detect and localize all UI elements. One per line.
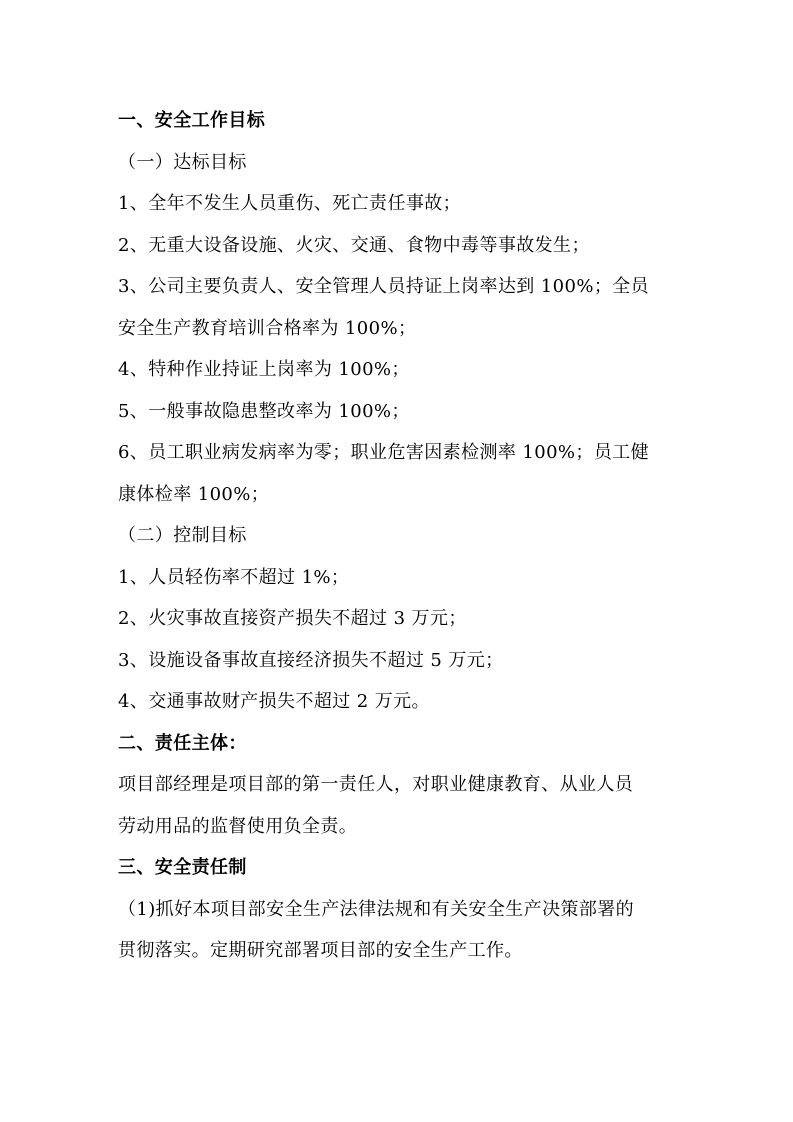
goal-item-6: 6、员工职业病发病率为零；职业危害因素检测率 100%；员工健 — [118, 442, 650, 463]
section-heading-responsible-party: 二、责任主体： — [118, 732, 247, 754]
responsible-paragraph-continued: 劳动用品的监督使用负全责。 — [118, 815, 358, 837]
goal-item-5: 5、一般事故隐患整改率为 100%； — [118, 400, 410, 422]
control-item-4: 4、交通事故财产损失不超过 2 万元。 — [118, 691, 430, 712]
subheading-control-goals: （二）控制目标 — [118, 525, 247, 546]
section-heading-responsibility-system: 三、安全责任制 — [118, 857, 247, 878]
responsible-paragraph: 项目部经理是项目部的第一责任人，对职业健康教育、从业人员 — [118, 774, 634, 795]
document-body — [118, 100, 678, 972]
control-item-3: 3、设施设备事故直接经济损失不超过 5 万元； — [118, 649, 504, 671]
goal-item-3-continued: 安全生产教育培训合格率为 100%； — [118, 317, 417, 339]
goal-item-3: 3、公司主要负责人、安全管理人员持证上岗率达到 100%；全员 — [118, 276, 650, 297]
responsibility-item-1: （1)抓好本项目部安全生产法律法规和有关安全生产决策部署的 — [118, 898, 635, 920]
control-item-2: 2、火灾事故直接资产损失不超过 3 万元； — [118, 608, 467, 629]
goal-item-1: 1、全年不发生人员重伤、死亡责任事故； — [118, 193, 462, 214]
responsibility-item-1-continued: 贯彻落实。定期研究部署项目部的安全生产工作。 — [118, 940, 523, 961]
subheading-compliance-goals: （一）达标目标 — [118, 151, 247, 173]
goal-item-4: 4、特种作业持证上岗率为 100%； — [118, 359, 410, 380]
goal-item-2: 2、无重大设备设施、火灾、交通、食物中毒等事故发生； — [118, 234, 590, 256]
control-item-1: 1、人员轻伤率不超过 1%； — [118, 566, 350, 588]
goal-item-6-continued: 康体检率 100%； — [118, 483, 270, 505]
section-heading-safety-goals: 一、安全工作目标 — [118, 110, 266, 131]
